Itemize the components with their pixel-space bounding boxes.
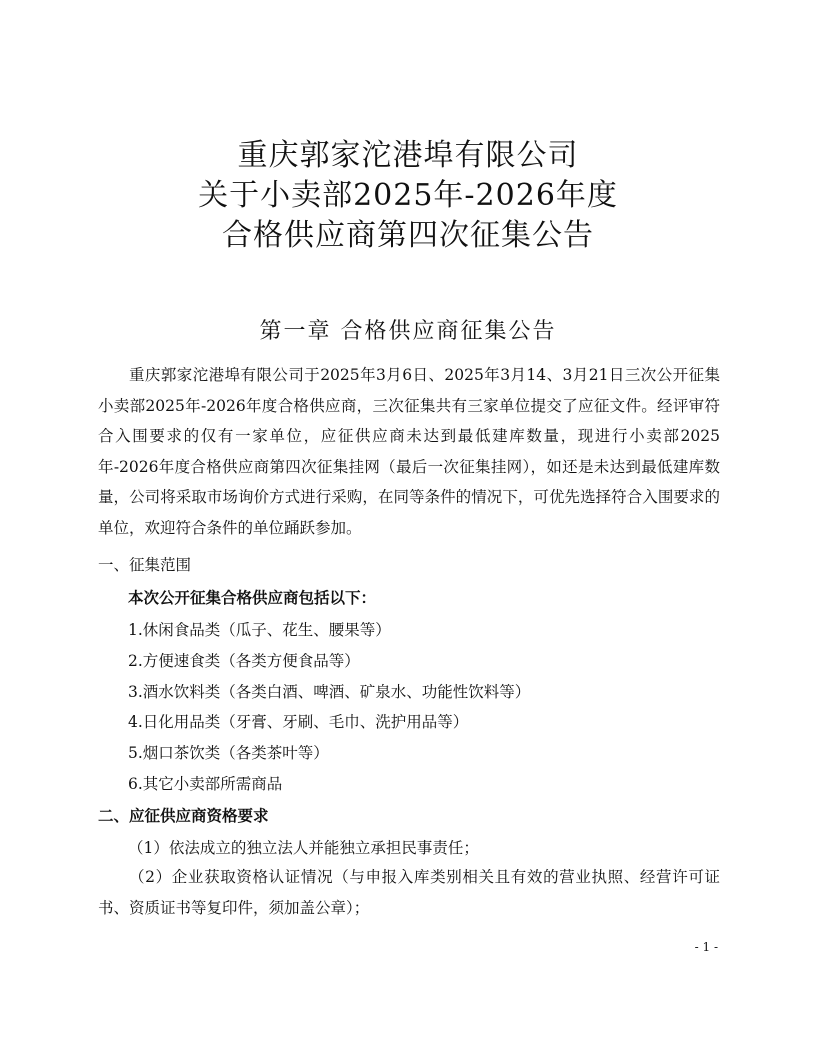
title-line-2: 关于小卖部2025年-2026年度 xyxy=(198,178,618,213)
section2-heading: 二、应征供应商资格要求 xyxy=(98,807,269,825)
scope-item: 2.方便速食类（各类方便食品等） xyxy=(128,652,360,670)
scope-item: 4.日化用品类（牙膏、牙刷、毛巾、洗护用品等） xyxy=(128,713,469,731)
scope-item: 5.烟口茶饮类（各类茶叶等） xyxy=(128,744,329,762)
section1-subheading: 本次公开征集合格供应商包括以下： xyxy=(128,589,377,607)
title-line-3: 合格供应商第四次征集公告 xyxy=(222,218,594,253)
title-line-1: 重庆郭家沱港埠有限公司 xyxy=(237,138,579,173)
requirement-2: （2）企业获取资格认证情况（与申报入库类别相关且有效的营业执照、经营许可证书、资质证书等复印件，须加盖公章）； xyxy=(98,868,720,917)
requirement-1: （1）依法成立的独立法人并能独立承担民事责任； xyxy=(128,839,479,857)
scope-item: 6.其它小卖部所需商品 xyxy=(128,775,283,793)
intro-paragraph: 重庆郭家沱港埠有限公司于2025年3月6日、2025年3月14、3月21日三次公开征集小卖部2025年-2026年度合格供应商，三次征集共有三家单位提交了应征文件。经评审符合入围要求的仅有一家单位，应征供应商未达到最低建库数量，现进行小卖部2025年-2026年度合格供应商第四次征集挂网（最后一次征集挂网），如还是未达到最低建库数量，公司将采取市场询价方式进行采购，在同等条件的情况下，可优先选择符合入围要求的单位，欢迎符合条件的单位踊跃参加。 xyxy=(98,366,720,537)
chapter-title: 第一章 合格供应商征集公告 xyxy=(259,319,557,344)
section1-heading: 一、征集范围 xyxy=(98,556,192,574)
scope-item: 3.酒水饮料类（各类白酒、啤酒、矿泉水、功能性饮料等） xyxy=(128,683,531,701)
page-number: - 1 - xyxy=(694,940,718,954)
scope-item: 1.休闲食品类（瓜子、花生、腰果等） xyxy=(128,621,391,639)
